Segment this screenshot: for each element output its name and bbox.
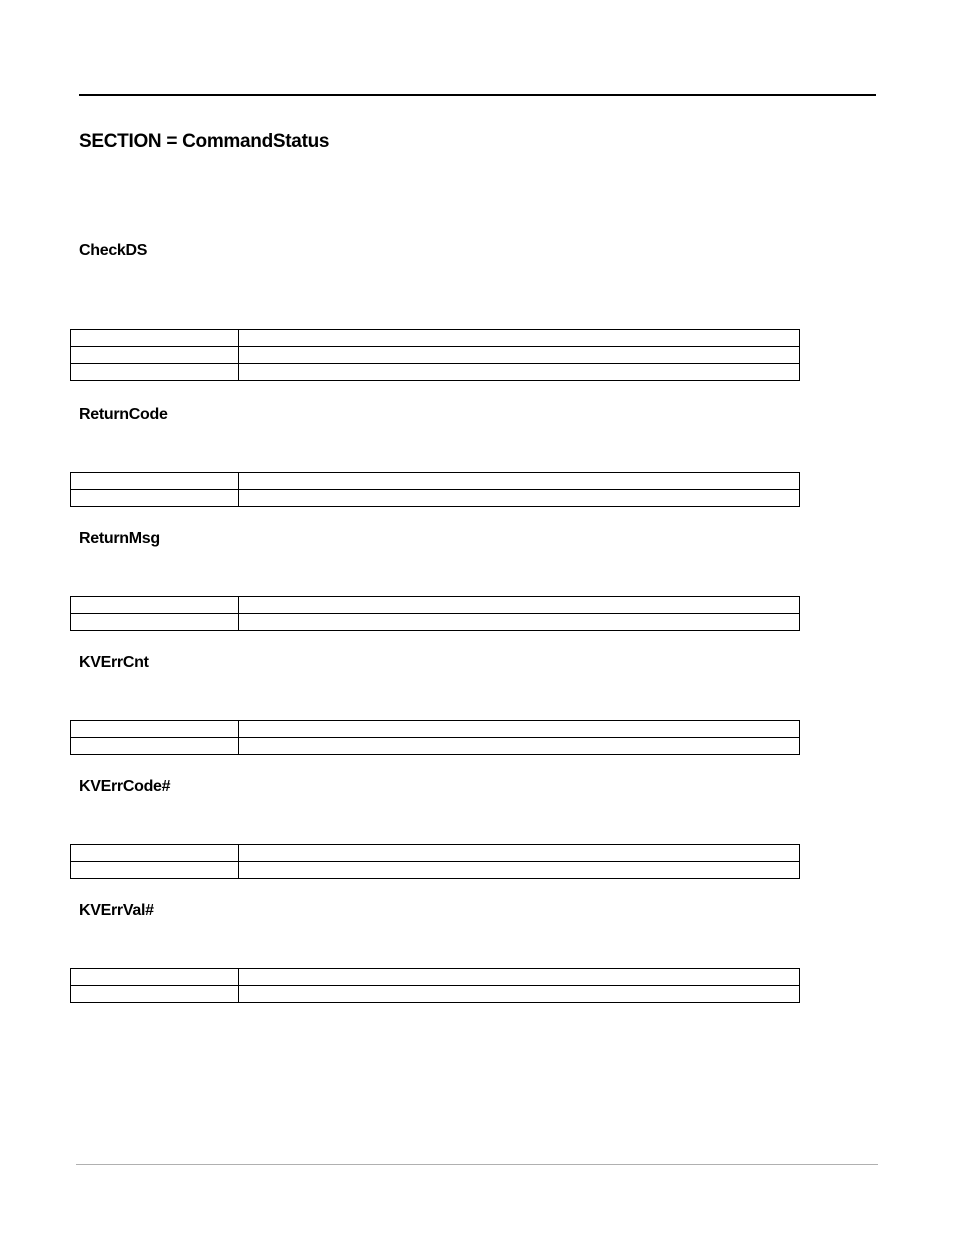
table-row (71, 597, 800, 614)
table-cell-key (71, 597, 239, 614)
field-table-returncode (70, 472, 800, 507)
table-cell-key (71, 490, 239, 507)
table-row (71, 969, 800, 986)
table-cell-key (71, 969, 239, 986)
field-heading-returncode: ReturnCode (79, 406, 168, 423)
table-cell-value (239, 845, 800, 862)
header-rule (79, 94, 876, 96)
table-cell-value (239, 862, 800, 879)
table-cell-key (71, 347, 239, 364)
table-cell-key (71, 721, 239, 738)
field-table-kverrcnt (70, 720, 800, 755)
table-cell-key (71, 738, 239, 755)
table-cell-value (239, 738, 800, 755)
table-row (71, 738, 800, 755)
table-cell-value (239, 364, 800, 381)
table-cell-value (239, 614, 800, 631)
field-heading-returnmsg: ReturnMsg (79, 530, 160, 547)
table-cell-key (71, 986, 239, 1003)
table-row (71, 614, 800, 631)
table-row (71, 330, 800, 347)
field-table-kverrval (70, 968, 800, 1003)
table-cell-value (239, 347, 800, 364)
table-row (71, 490, 800, 507)
field-table-returnmsg (70, 596, 800, 631)
table-cell-key (71, 862, 239, 879)
table-row (71, 862, 800, 879)
field-heading-kverrval: KVErrVal# (79, 902, 154, 919)
table-cell-value (239, 721, 800, 738)
field-heading-kverrcode: KVErrCode# (79, 778, 171, 795)
table-row (71, 845, 800, 862)
field-heading-checkds: CheckDS (79, 242, 148, 259)
table-row (71, 473, 800, 490)
field-table-kverrcode (70, 844, 800, 879)
table-row (71, 721, 800, 738)
table-row (71, 986, 800, 1003)
field-table-checkds (70, 329, 800, 381)
footer-rule (76, 1164, 878, 1165)
table-cell-key (71, 473, 239, 490)
field-heading-kverrcnt: KVErrCnt (79, 654, 149, 671)
table-row (71, 347, 800, 364)
table-cell-value (239, 473, 800, 490)
table-cell-key (71, 330, 239, 347)
table-cell-value (239, 490, 800, 507)
table-cell-value (239, 330, 800, 347)
table-cell-key (71, 364, 239, 381)
table-cell-value (239, 986, 800, 1003)
table-cell-value (239, 969, 800, 986)
table-cell-value (239, 597, 800, 614)
table-cell-key (71, 614, 239, 631)
table-cell-key (71, 845, 239, 862)
section-title: SECTION = CommandStatus (79, 131, 330, 152)
table-row (71, 364, 800, 381)
